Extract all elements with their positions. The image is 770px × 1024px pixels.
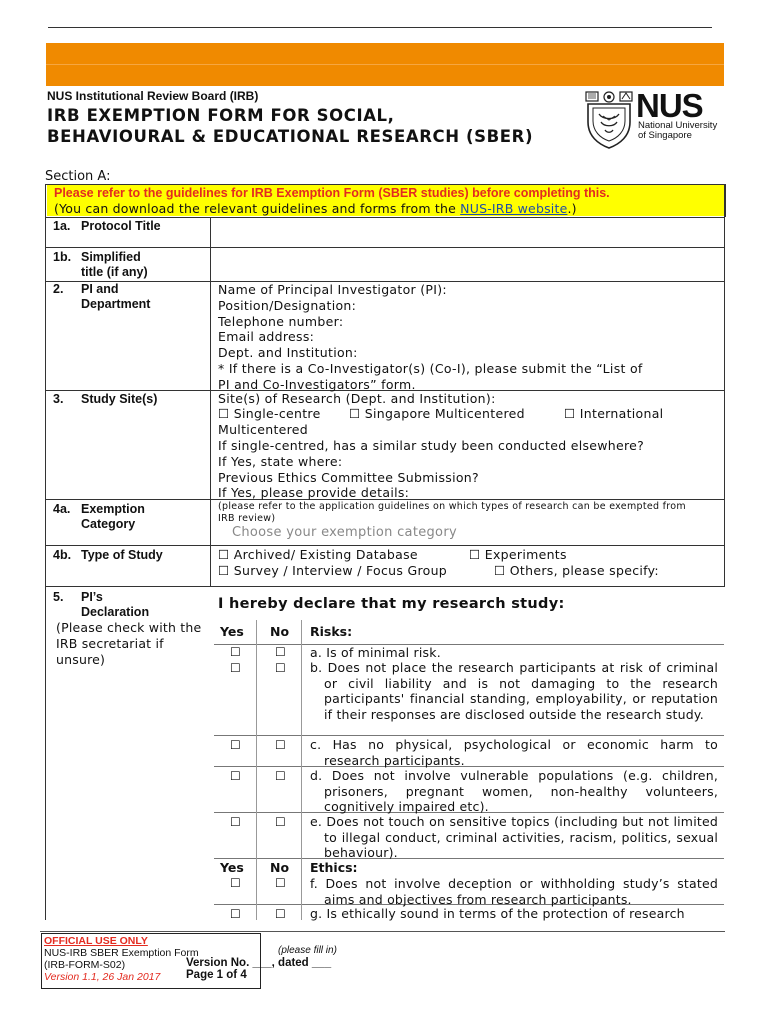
notice-red-text: Please refer to the guidelines for IRB Exemption Form (SBER studies) before completing this. (54, 186, 610, 200)
state-where-prompt[interactable]: If Yes, state where: (218, 454, 343, 469)
row-label-cont: Declaration (81, 605, 150, 619)
row-number: 4b. (53, 548, 72, 562)
protocol-title-field[interactable] (212, 218, 723, 246)
version-number[interactable]: Version No. ___, dated ___ (186, 957, 332, 969)
ethics-g-text: g. Is ethically sound in terms of the protection of research (310, 906, 685, 921)
pi-position-line: Position/Designation: (218, 297, 357, 313)
ethics-g-yes-checkbox[interactable]: ☐ (230, 907, 241, 921)
column-divider (301, 620, 302, 920)
risk-e-yes-checkbox[interactable]: ☐ (230, 815, 241, 829)
column-divider (256, 620, 257, 920)
single-centre-checkbox[interactable]: ☐ Single-centre (218, 406, 321, 421)
title-line-1: IRB EXEMPTION FORM FOR SOCIAL, (47, 106, 395, 125)
study-site-heading: Site(s) of Research (Dept. and Institution): (218, 391, 496, 406)
row-label: Type of Study (81, 548, 163, 562)
band-seam (46, 64, 724, 65)
form-title (47, 105, 533, 147)
label-pi-department (53, 282, 150, 312)
page-number: Page 1 of 4 (186, 969, 247, 981)
risk-a-no-checkbox[interactable]: ☐ (275, 645, 286, 659)
singapore-multicentered-checkbox[interactable]: ☐ Singapore Multicentered (349, 406, 525, 421)
risk-b-no-checkbox[interactable]: ☐ (275, 661, 286, 675)
no-header-ethics: No (270, 860, 290, 875)
ethics-f-text: f. Does not involve deception or withholding study’s stated aims and objectives from research participants. (310, 876, 718, 907)
risk-b-text: b. Does not place the research participants at risk of criminal or civil liability and is not damaging to the research participants' financial standing, employability, or reputation if their responses are disclosed outside the research study. (310, 660, 718, 722)
declaration-note: (Please check with the IRB secretariat if unsure) (56, 620, 202, 667)
co-i-note-line: * If there is a Co-Investigator(s) (Co-I), please submit the “List of (218, 360, 643, 376)
pi-phone-line: Telephone number: (218, 313, 344, 329)
row-label: Exemption (81, 502, 145, 516)
nus-subtitle-line-2: of Singapore (638, 130, 692, 141)
row-label: PI’s (81, 590, 103, 604)
risk-c (310, 737, 718, 768)
risk-b (310, 660, 718, 722)
risk-b-yes-checkbox[interactable]: ☐ (230, 661, 241, 675)
declaration-heading: I hereby declare that my research study: (218, 596, 565, 612)
risk-c-yes-checkbox[interactable]: ☐ (230, 738, 241, 752)
top-rule (48, 27, 712, 28)
row-label-cont: Category (81, 517, 136, 531)
exemption-category-dropdown[interactable]: Choose your exemption category (232, 525, 457, 540)
risk-d (310, 768, 718, 815)
risk-e-no-checkbox[interactable]: ☐ (275, 815, 286, 829)
nus-subtitle (638, 121, 717, 141)
footer-rule (40, 931, 725, 932)
ethics-f-yes-checkbox[interactable]: ☐ (230, 876, 241, 890)
row-number: 2. (53, 282, 64, 296)
pi-dept-line: Dept. and Institution: (218, 345, 358, 361)
exemption-note: (please refer to the application guidelines on which types of research can be exempted from IRB review) (218, 501, 686, 524)
ethics-f (310, 876, 718, 907)
label-type-of-study (53, 548, 163, 563)
guidelines-notice (47, 185, 724, 216)
pi-details[interactable] (218, 282, 643, 393)
column-divider (210, 217, 211, 586)
international-checkbox-cont: Multicentered (218, 422, 309, 437)
notice-download-text (54, 201, 577, 216)
risk-d-yes-checkbox[interactable]: ☐ (230, 769, 241, 783)
row-label: Study Site(s) (81, 392, 158, 406)
yes-header-ethics: Yes (220, 860, 244, 875)
label-pi-declaration (53, 590, 149, 620)
nus-wordmark: NUS (636, 87, 703, 124)
form-version: Version 1.1, 26 Jan 2017 (44, 971, 161, 983)
row-number: 1a. (53, 219, 71, 233)
risk-a-yes-checkbox[interactable]: ☐ (230, 645, 241, 659)
header-band (46, 43, 724, 86)
pi-email-line: Email address: (218, 329, 315, 345)
title-line-2: BEHAVIOURAL & EDUCATIONAL RESEARCH (SBER) (47, 127, 534, 146)
form-code: (IRB-FORM-S02) (44, 959, 126, 971)
rule (46, 586, 725, 587)
risk-d-no-checkbox[interactable]: ☐ (275, 769, 286, 783)
row-number: 1b. (53, 250, 72, 264)
ethics-f-no-checkbox[interactable]: ☐ (275, 876, 286, 890)
similar-study-question: If single-centred, has a similar study been conducted elsewhere? (218, 438, 645, 453)
right-border (724, 184, 725, 586)
label-simplified-title (53, 250, 148, 280)
risk-e-text: e. Does not touch on sensitive topics (including but not limited to illegal conduct, criminal activities, racism, politics, sexual behaviour). (310, 814, 718, 860)
notice-post-link: .) (567, 201, 577, 216)
risk-c-no-checkbox[interactable]: ☐ (275, 738, 286, 752)
section-label: Section A: (45, 169, 111, 184)
row-label: PI and (81, 282, 119, 296)
row-number: 4a. (53, 502, 71, 516)
nus-logo (583, 87, 723, 150)
previous-submission-question: Previous Ethics Committee Submission? (218, 470, 479, 485)
experiments-checkbox[interactable]: ☐ Experiments (469, 547, 567, 562)
nus-irb-website-link[interactable]: NUS-IRB website (460, 201, 568, 216)
risk-a-text: a. Is of minimal risk. (310, 645, 441, 660)
form-table (45, 184, 725, 920)
international-checkbox[interactable]: ☐ International (564, 406, 664, 421)
no-header: No (270, 624, 290, 639)
row-number: 5. (53, 590, 64, 604)
right-border (725, 184, 726, 217)
label-protocol-title (53, 219, 161, 234)
simplified-title-field[interactable] (212, 248, 723, 280)
pi-name-line: Name of Principal Investigator (PI): (218, 282, 447, 297)
rule (214, 735, 724, 736)
others-checkbox[interactable]: ☐ Others, please specify: (494, 563, 659, 578)
label-study-sites (53, 392, 157, 407)
yes-header: Yes (220, 624, 244, 639)
survey-interview-checkbox[interactable]: ☐ Survey / Interview / Focus Group (218, 563, 448, 578)
archived-database-checkbox[interactable]: ☐ Archived/ Existing Database (218, 547, 418, 562)
nus-crest-icon (583, 90, 635, 150)
risk-c-text: c. Has no physical, psychological or economic harm to research participants. (310, 737, 718, 768)
provide-details-prompt[interactable]: If Yes, please provide details: (218, 485, 410, 500)
rule (46, 545, 725, 546)
row-label: Simplified (81, 250, 141, 264)
official-use-heading: OFFICIAL USE ONLY (44, 935, 148, 947)
row-label-cont: Department (81, 297, 151, 311)
risk-d-text: d. Does not involve vulnerable populations (e.g. children, prisoners, pregnant women, non-healthy volunteers, cognitively impaired etc). (310, 768, 718, 814)
ethics-header: Ethics: (310, 860, 358, 875)
row-number: 3. (53, 392, 64, 406)
ethics-g-no-checkbox[interactable]: ☐ (275, 907, 286, 921)
row-label: Protocol Title (81, 219, 161, 233)
fill-in-note: (please fill in) (278, 945, 337, 956)
notice-pre-link: (You can download the relevant guidelines and forms from the (54, 201, 461, 216)
ethics-g (310, 906, 718, 922)
board-name: NUS Institutional Review Board (IRB) (47, 89, 259, 103)
nus-subtitle-line-1: National University (638, 120, 718, 131)
label-exemption-category (53, 502, 145, 532)
risk-e (310, 814, 718, 861)
co-i-note-line-cont: PI and Co-Investigators” form. (218, 376, 416, 392)
risk-a (310, 645, 718, 661)
risks-header: Risks: (310, 624, 353, 639)
form-name: NUS-IRB SBER Exemption Form (44, 947, 199, 959)
row-label-cont: title (if any) (81, 265, 148, 279)
